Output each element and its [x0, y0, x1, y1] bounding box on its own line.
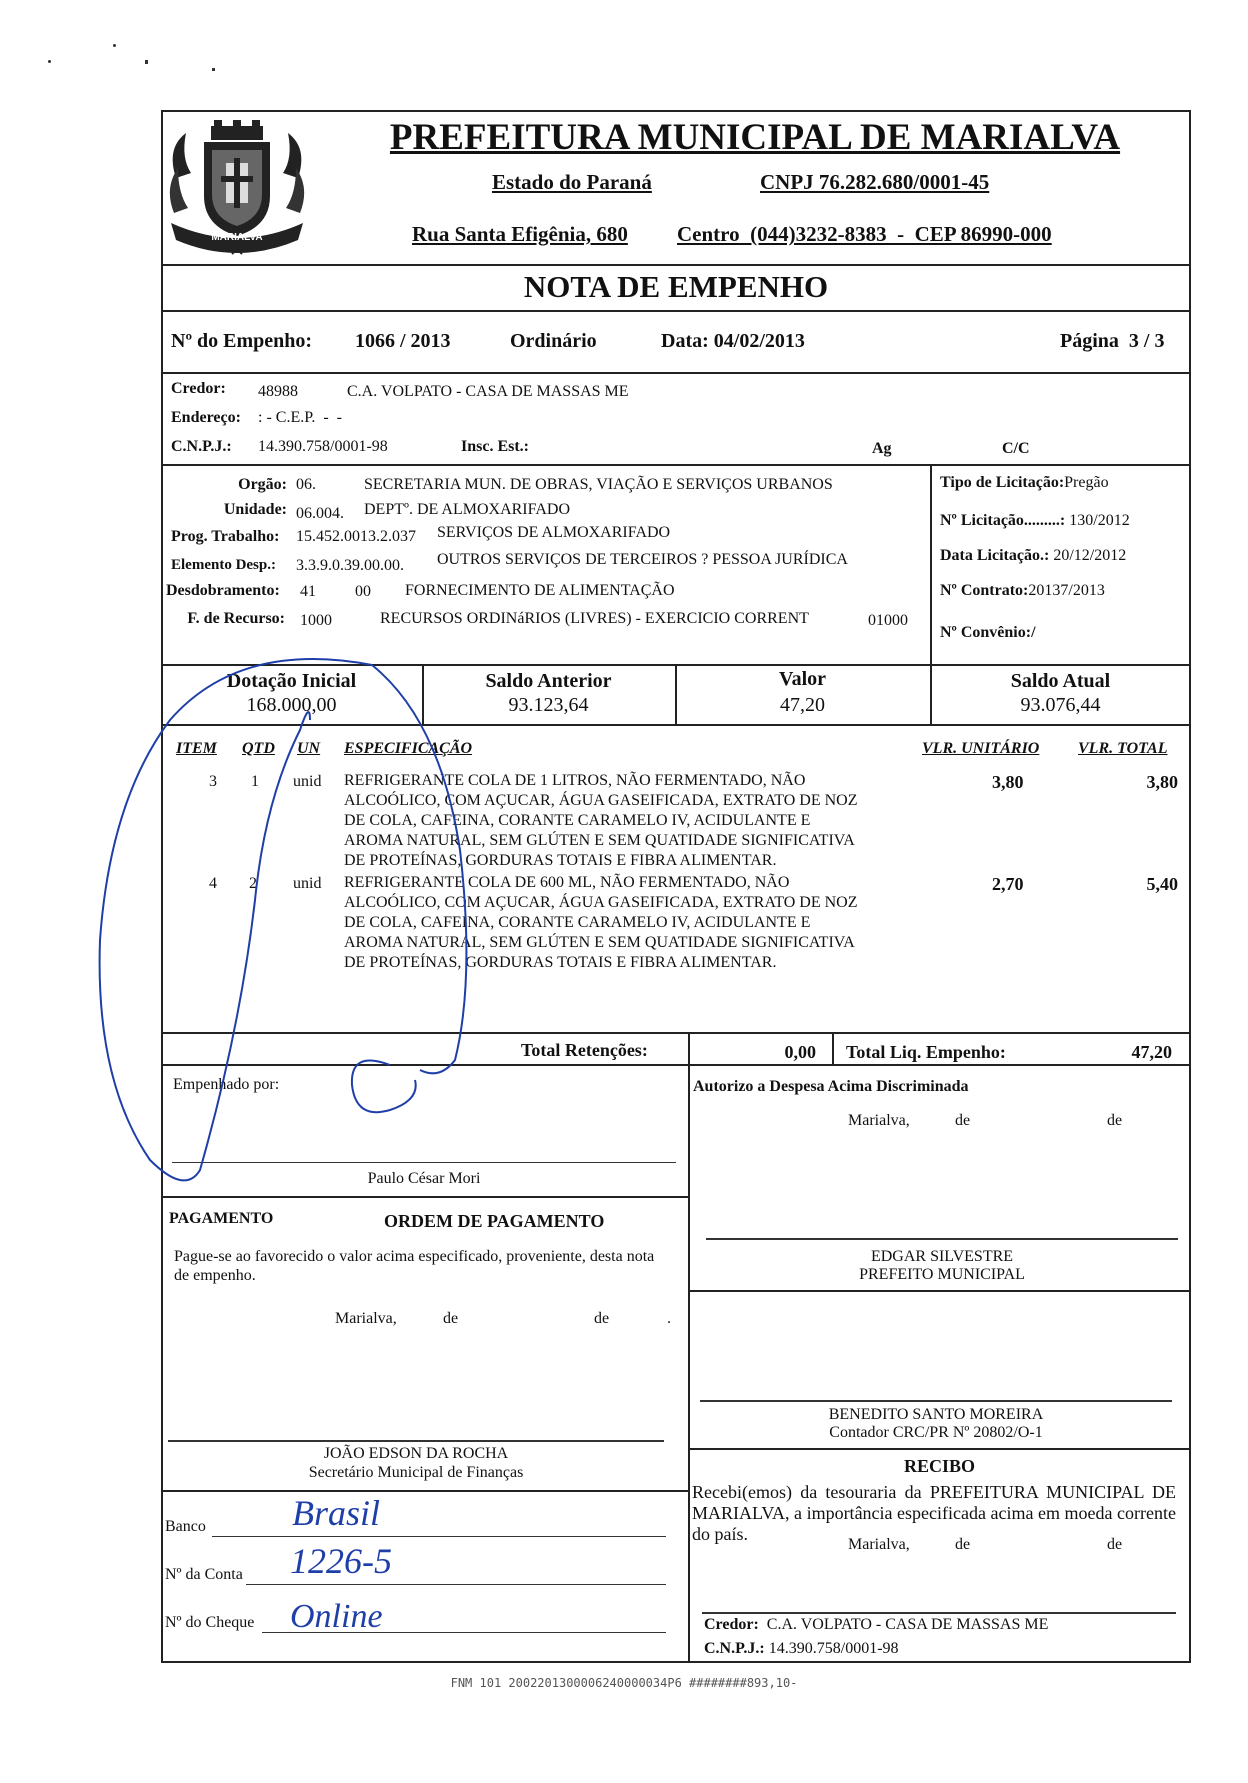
item-un: unid: [293, 875, 322, 892]
divider: [161, 724, 1191, 726]
secretario-title: Secretário Municipal de Finanças: [308, 1464, 524, 1481]
item-description-line: REFRIGERANTE COLA DE 1 LITROS, NÃO FERMENTADO, NÃO: [344, 772, 806, 789]
total-retencoes-label: Total Retenções:: [521, 1040, 648, 1060]
item-unit-value: 2,70: [992, 874, 1024, 894]
empenho-number: 1066 / 2013: [355, 330, 451, 352]
recurso-desc: RECURSOS ORDINáRIOS (LIVRES) - EXERCICIO CORRENT: [380, 610, 809, 627]
banco-line: [212, 1536, 666, 1537]
empenho-type: Ordinário: [510, 330, 597, 352]
divider: [161, 464, 1191, 466]
orgao-label: Orgão:: [238, 476, 287, 493]
col-especificacao: ESPECIFICAÇÃO: [344, 740, 473, 757]
divider: [161, 1064, 1191, 1066]
header-state: Estado do Paraná: [492, 170, 652, 194]
header-title: PREFEITURA MUNICIPAL DE MARIALVA: [389, 117, 1121, 158]
col-qtd: QTD: [242, 740, 275, 757]
empenho-date: Data: 04/02/2013: [661, 330, 805, 352]
recibo-credor-value: C.A. VOLPATO - CASA DE MASSAS ME: [766, 1616, 1049, 1633]
contrato: [940, 582, 1105, 600]
header-cnpj: CNPJ 76.282.680/0001-45: [760, 170, 990, 194]
desdobramento-code: 41: [300, 583, 316, 600]
divider: [161, 1032, 1191, 1034]
recibo-credor: [704, 1616, 1048, 1634]
insc-label: Insc. Est.:: [461, 438, 530, 455]
orgao-code: 06.: [296, 476, 316, 493]
item-unit-value: 3,80: [992, 772, 1024, 792]
banco-label: Banco: [165, 1518, 206, 1535]
saldo-atual-value: 93.076,44: [1020, 694, 1101, 716]
numero-licitacao-value: 130/2012: [1069, 512, 1130, 529]
dotacao-value: 168.000,00: [246, 694, 337, 716]
recibo-de: de: [1107, 1536, 1123, 1553]
item-qtd: 1: [251, 773, 259, 790]
recibo-de: de: [955, 1536, 971, 1553]
item-total-value: 3,80: [1146, 772, 1178, 792]
orgao-desc: SECRETARIA MUN. DE OBRAS, VIAÇÃO E SERVIÇOS URBANOS: [364, 476, 833, 493]
recurso-label: F. de Recurso:: [187, 610, 285, 627]
unidade-label: Unidade:: [223, 501, 287, 518]
item-number: 3: [209, 773, 217, 790]
convenio-label: Nº Convênio:/: [940, 624, 1036, 641]
unidade-desc: DEPTº. DE ALMOXARIFADO: [364, 501, 570, 518]
ag-label: Ag: [872, 440, 892, 457]
item-description-line: DE PROTEÍNAS, GORDURAS TOTAIS E FIBRA ALIMENTAR.: [344, 954, 777, 971]
cc-label: C/C: [1002, 440, 1030, 457]
item-description-line: ALCOÓLICO, COM AÇUCAR, ÁGUA GASEIFICADA, EXTRATO DE NOZ: [344, 894, 858, 911]
recibo-credor-label: Credor:: [704, 1616, 759, 1633]
contador-title: Contador CRC/PR Nº 20802/O-1: [829, 1424, 1043, 1441]
divider: [161, 310, 1191, 312]
contador-name: BENEDITO SANTO MOREIRA: [828, 1406, 1044, 1423]
contrato-label: Nº Contrato:: [940, 582, 1029, 599]
cheque-handwriting: Online: [290, 1598, 383, 1635]
signature-line: [700, 1400, 1172, 1402]
contrato-value: 20137/2013: [1028, 582, 1105, 599]
recibo-label: RECIBO: [903, 1456, 975, 1476]
prog-code: 15.452.0013.2.037: [296, 528, 416, 545]
total-liquido-label: Total Liq. Empenho:: [846, 1042, 1006, 1062]
divider: [688, 1448, 1191, 1450]
pagamento-city: Marialva,: [335, 1310, 397, 1327]
signature-line: [702, 1612, 1176, 1614]
scan-dot: [113, 44, 116, 47]
svg-text:MARIALVA: MARIALVA: [211, 232, 263, 243]
valor-value: 47,20: [780, 694, 825, 716]
item-qtd: 2: [249, 875, 257, 892]
col-un: UN: [297, 740, 321, 757]
item-un: unid: [293, 773, 322, 790]
header-address: Centro (044)3232-8383 - CEP 86990-000: [677, 222, 1052, 246]
tipo-licitacao-label: Tipo de Licitação:: [940, 474, 1065, 491]
desdobramento-subcode: 00: [355, 583, 371, 600]
scan-dot: [145, 60, 148, 64]
item-description-line: AROMA NATURAL, SEM GLÚTEN E SEM QUATIDADE SIGNIFICATIVA: [344, 934, 855, 951]
page-number: Página 3 / 3: [1060, 330, 1165, 352]
desdobramento-desc: FORNECIMENTO DE ALIMENTAÇÃO: [405, 582, 675, 599]
empenhado-name: Paulo César Mori: [367, 1170, 481, 1187]
data-licitacao-value: 20/12/2012: [1053, 547, 1127, 564]
total-liquido-value: 47,20: [1131, 1042, 1172, 1062]
numero-licitacao: [940, 512, 1130, 530]
valor-label: Valor: [778, 668, 827, 690]
recibo-city: Marialva,: [848, 1536, 910, 1553]
divider: [688, 1064, 690, 1663]
recurso-code2: 01000: [868, 612, 908, 629]
cheque-label: Nº do Cheque: [165, 1614, 255, 1631]
secretario-name: JOÃO EDSON DA ROCHA: [323, 1445, 509, 1462]
recibo-cnpj-value: 14.390.758/0001-98: [768, 1640, 899, 1657]
header-street: Rua Santa Efigênia, 680: [412, 222, 628, 246]
unidade-code: 06.004.: [296, 505, 344, 522]
credor-code: 48988: [258, 383, 298, 400]
saldo-anterior-label: Saldo Anterior: [485, 670, 612, 692]
pagamento-de: de: [443, 1310, 459, 1327]
autorizo-de: de: [1107, 1112, 1123, 1129]
elemento-code: 3.3.9.0.39.00.00.: [296, 557, 404, 574]
data-licitacao-label: Data Licitação.:: [940, 547, 1050, 564]
recurso-code: 1000: [300, 612, 332, 629]
divider: [161, 1490, 688, 1492]
col-vlr-unitario: VLR. UNITÁRIO: [922, 740, 1040, 757]
recibo-cnpj: [704, 1640, 899, 1658]
prefeito-title: PREFEITO MUNICIPAL: [859, 1266, 1025, 1283]
pagamento-label: PAGAMENTO: [169, 1210, 274, 1227]
cnpj-value: 14.390.758/0001-98: [258, 438, 388, 455]
dotacao-label: Dotação Inicial: [226, 670, 357, 692]
prog-label: Prog. Trabalho:: [171, 528, 280, 545]
desdobramento-label: Desdobramento:: [166, 582, 280, 599]
divider: [832, 1032, 834, 1064]
autorizo-de: de: [955, 1112, 971, 1129]
item-description: [344, 771, 880, 871]
saldo-atual-label: Saldo Atual: [1010, 670, 1111, 692]
divider: [161, 1196, 688, 1198]
endereco-label: Endereço:: [171, 409, 241, 426]
elemento-desc: OUTROS SERVIÇOS DE TERCEIROS ? PESSOA JURÍDICA: [437, 551, 848, 568]
prog-desc: SERVIÇOS DE ALMOXARIFADO: [437, 524, 671, 541]
col-vlr-total: VLR. TOTAL: [1078, 740, 1168, 757]
autorizo-city: Marialva,: [848, 1112, 910, 1129]
period-mark: .: [667, 1310, 671, 1327]
saldo-anterior-value: 93.123,64: [508, 694, 589, 716]
doc-title: NOTA DE EMPENHO: [523, 269, 829, 304]
divider: [688, 1290, 1191, 1292]
tipo-licitacao-value: Pregão: [1064, 474, 1109, 491]
pagamento-de: de: [594, 1310, 610, 1327]
prefeito-name: EDGAR SILVESTRE: [870, 1248, 1014, 1265]
total-retencoes-value: 0,00: [784, 1042, 816, 1062]
divider: [930, 464, 932, 664]
pague-text: Pague-se ao favorecido o valor acima especificado, proveniente, desta nota de empenho.: [174, 1248, 655, 1284]
item-description: [344, 873, 880, 973]
item-description-line: DE PROTEÍNAS, GORDURAS TOTAIS E FIBRA ALIMENTAR.: [344, 852, 777, 869]
signature-line: [168, 1440, 664, 1442]
municipal-crest: [166, 118, 308, 258]
item-total-value: 5,40: [1146, 874, 1178, 894]
autorizo-label: Autorizo a Despesa Acima Discriminada: [693, 1078, 969, 1095]
credor-name: C.A. VOLPATO - CASA DE MASSAS ME: [347, 383, 629, 400]
recibo-text: Recebi(emos) da tesouraria da PREFEITURA MUNICIPAL DE MARIALVA, a importância especificada acima em moeda corrente do país.: [692, 1482, 1176, 1544]
credor-label: Credor:: [171, 380, 226, 397]
tipo-licitacao: [940, 474, 1109, 492]
signature-line: [706, 1238, 1178, 1240]
elemento-label: Elemento Desp.:: [171, 557, 276, 573]
ordem-pagamento-label: ORDEM DE PAGAMENTO: [384, 1211, 605, 1231]
item-number: 4: [209, 875, 217, 892]
cnpj-label: C.N.P.J.:: [171, 438, 232, 455]
item-description-line: REFRIGERANTE COLA DE 600 ML, NÃO FERMENTADO, NÃO: [344, 874, 790, 891]
signature-line: [172, 1162, 676, 1163]
empenho-label: Nº do Empenho:: [171, 330, 313, 352]
scan-dot: [48, 60, 51, 63]
item-description-line: AROMA NATURAL, SEM GLÚTEN E SEM QUATIDADE SIGNIFICATIVA: [344, 832, 855, 849]
recibo-cnpj-label: C.N.P.J.:: [704, 1640, 765, 1657]
item-description-line: ALCOÓLICO, COM AÇUCAR, ÁGUA GASEIFICADA, EXTRATO DE NOZ: [344, 792, 858, 809]
item-description-line: DE COLA, CAFEINA, CORANTE CARAMELO IV, ACIDULANTE E: [344, 914, 811, 931]
conta-label: Nº da Conta: [165, 1566, 243, 1583]
item-description-line: DE COLA, CAFEINA, CORANTE CARAMELO IV, ACIDULANTE E: [344, 812, 811, 829]
divider: [161, 372, 1191, 374]
scan-dot: [212, 68, 215, 71]
conta-line: [246, 1584, 666, 1585]
banco-handwriting: Brasil: [292, 1493, 381, 1533]
endereco-value: : - C.E.P. - -: [258, 409, 342, 426]
numero-licitacao-label: Nº Licitação.........:: [940, 512, 1066, 529]
col-item: ITEM: [176, 740, 217, 757]
empenhado-label: Empenhado por:: [173, 1076, 280, 1093]
footer-code: FNM 101 2002201300006240000034P6 ########893,10-: [450, 1676, 798, 1690]
data-licitacao: [940, 547, 1126, 565]
divider: [161, 264, 1191, 266]
conta-handwriting: 1226-5: [290, 1541, 392, 1581]
divider: [688, 1032, 690, 1064]
